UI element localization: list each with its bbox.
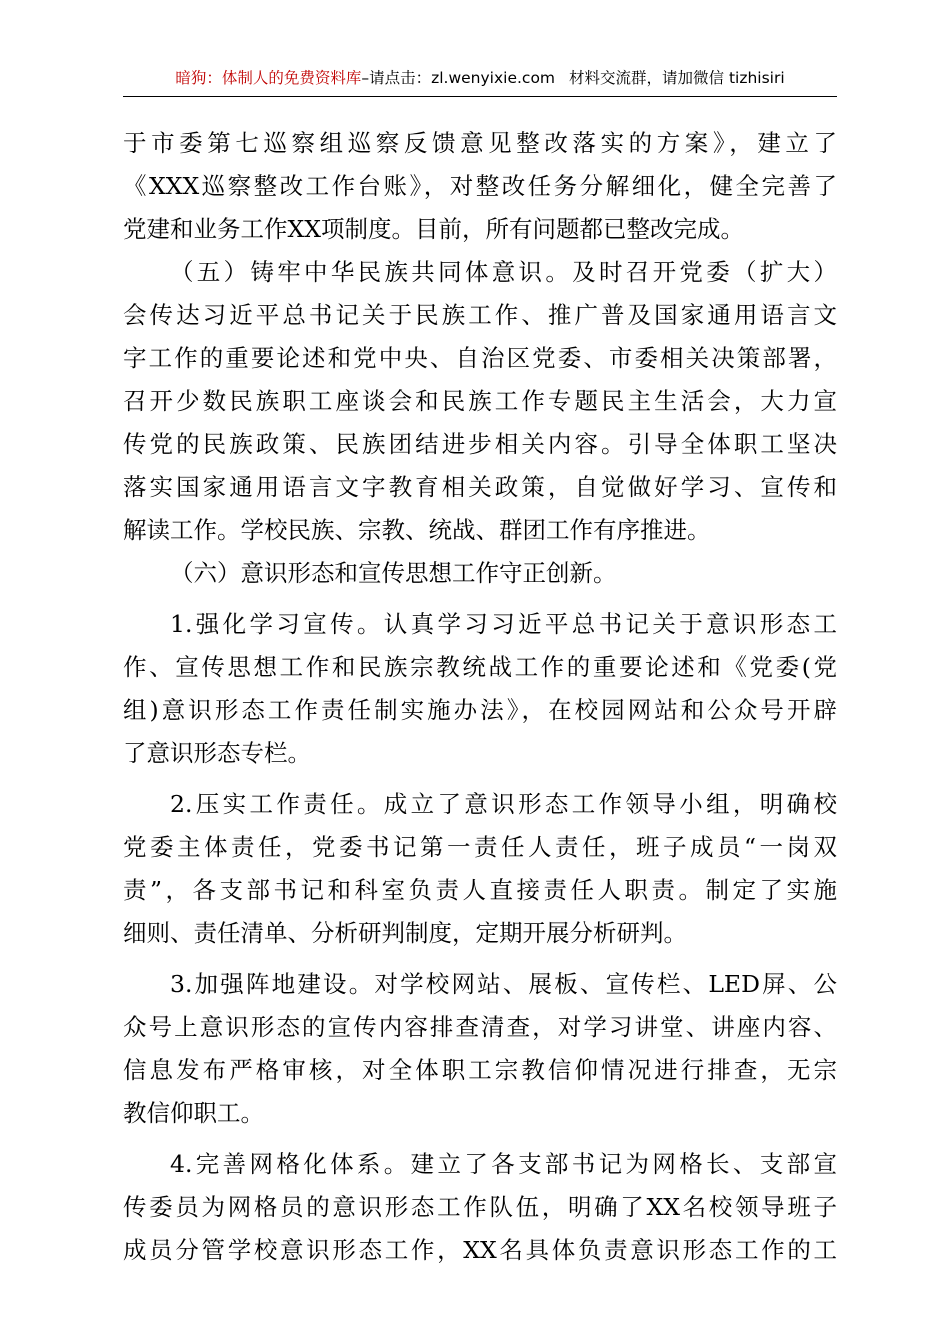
body-line: 组)意识形态工作责任制实施办法》，在校园网站和公众号开辟 [123, 696, 837, 724]
page-header [123, 66, 837, 97]
header-click-prefix: –请点击： [361, 69, 432, 87]
item-2-title: 2.压实工作责任。成立了意识形态工作领导小组，明确校 [170, 790, 837, 818]
document-body [123, 122, 837, 1272]
body-line: 信息发布严格审核，对全体职工宗教信仰情况进行排查，无宗 [123, 1056, 837, 1084]
body-line: 传委员为网格员的意识形态工作队伍，明确了XX名校领导班子 [123, 1193, 837, 1221]
item-4-title: 4.完善网格化体系。建立了各支部书记为网格长、支部宣 [170, 1150, 837, 1178]
body-line: 责”，各支部书记和科室负责人直接责任人职责。制定了实施 [123, 876, 837, 904]
header-url-link[interactable]: zl.wenyixie.com [431, 69, 556, 87]
section-heading-5: （五）铸牢中华民族共同体意识。及时召开党委（扩大） [170, 258, 837, 286]
body-line: 众号上意识形态的宣传内容排查清查，对学习讲堂、讲座内容、 [123, 1013, 837, 1041]
header-contact: 材料交流群，请加微信 tizhisiri [569, 69, 785, 87]
item-1-title: 1.强化学习宣传。认真学习习近平总书记关于意识形态工 [170, 610, 837, 638]
body-line: 了意识形态专栏。 [123, 739, 311, 767]
body-line: 党建和业务工作XX项制度。目前，所有问题都已整改完成。 [123, 215, 744, 243]
body-line: 字工作的重要论述和党中央、自治区党委、市委相关决策部署， [123, 344, 837, 372]
body-line: 党委主体责任，党委书记第一责任人责任，班子成员“一岗双 [123, 833, 837, 861]
body-line: 《XXX巡察整改工作台账》，对整改任务分解细化，健全完善了 [123, 172, 837, 200]
body-line: 于市委第七巡察组巡察反馈意见整改落实的方案》，建立了 [123, 129, 837, 157]
body-line: 传党的民族政策、民族团结进步相关内容。引导全体职工坚决 [123, 430, 837, 458]
body-line: 成员分管学校意识形态工作，XX名具体负责意识形态工作的工 [123, 1236, 837, 1264]
body-line: 召开少数民族职工座谈会和民族工作专题民主生活会，大力宣 [123, 387, 837, 415]
body-line: 细则、责任清单、分析研判制度，定期开展分析研判。 [123, 919, 687, 947]
section-heading-6: （六）意识形态和宣传思想工作守正创新。 [170, 559, 617, 587]
body-line: 落实国家通用语言文字教育相关政策，自觉做好学习、宣传和 [123, 473, 837, 501]
header-brand: 暗狗：体制人的免费资料库 [175, 69, 362, 87]
body-line: 作、宣传思想工作和民族宗教统战工作的重要论述和《党委(党 [123, 653, 837, 681]
item-3-title: 3.加强阵地建设。对学校网站、展板、宣传栏、LED屏、公 [170, 970, 837, 998]
body-line: 教信仰职工。 [123, 1099, 264, 1127]
body-line: 会传达习近平总书记关于民族工作、推广普及国家通用语言文 [123, 301, 837, 329]
body-line: 解读工作。学校民族、宗教、统战、群团工作有序推进。 [123, 516, 711, 544]
